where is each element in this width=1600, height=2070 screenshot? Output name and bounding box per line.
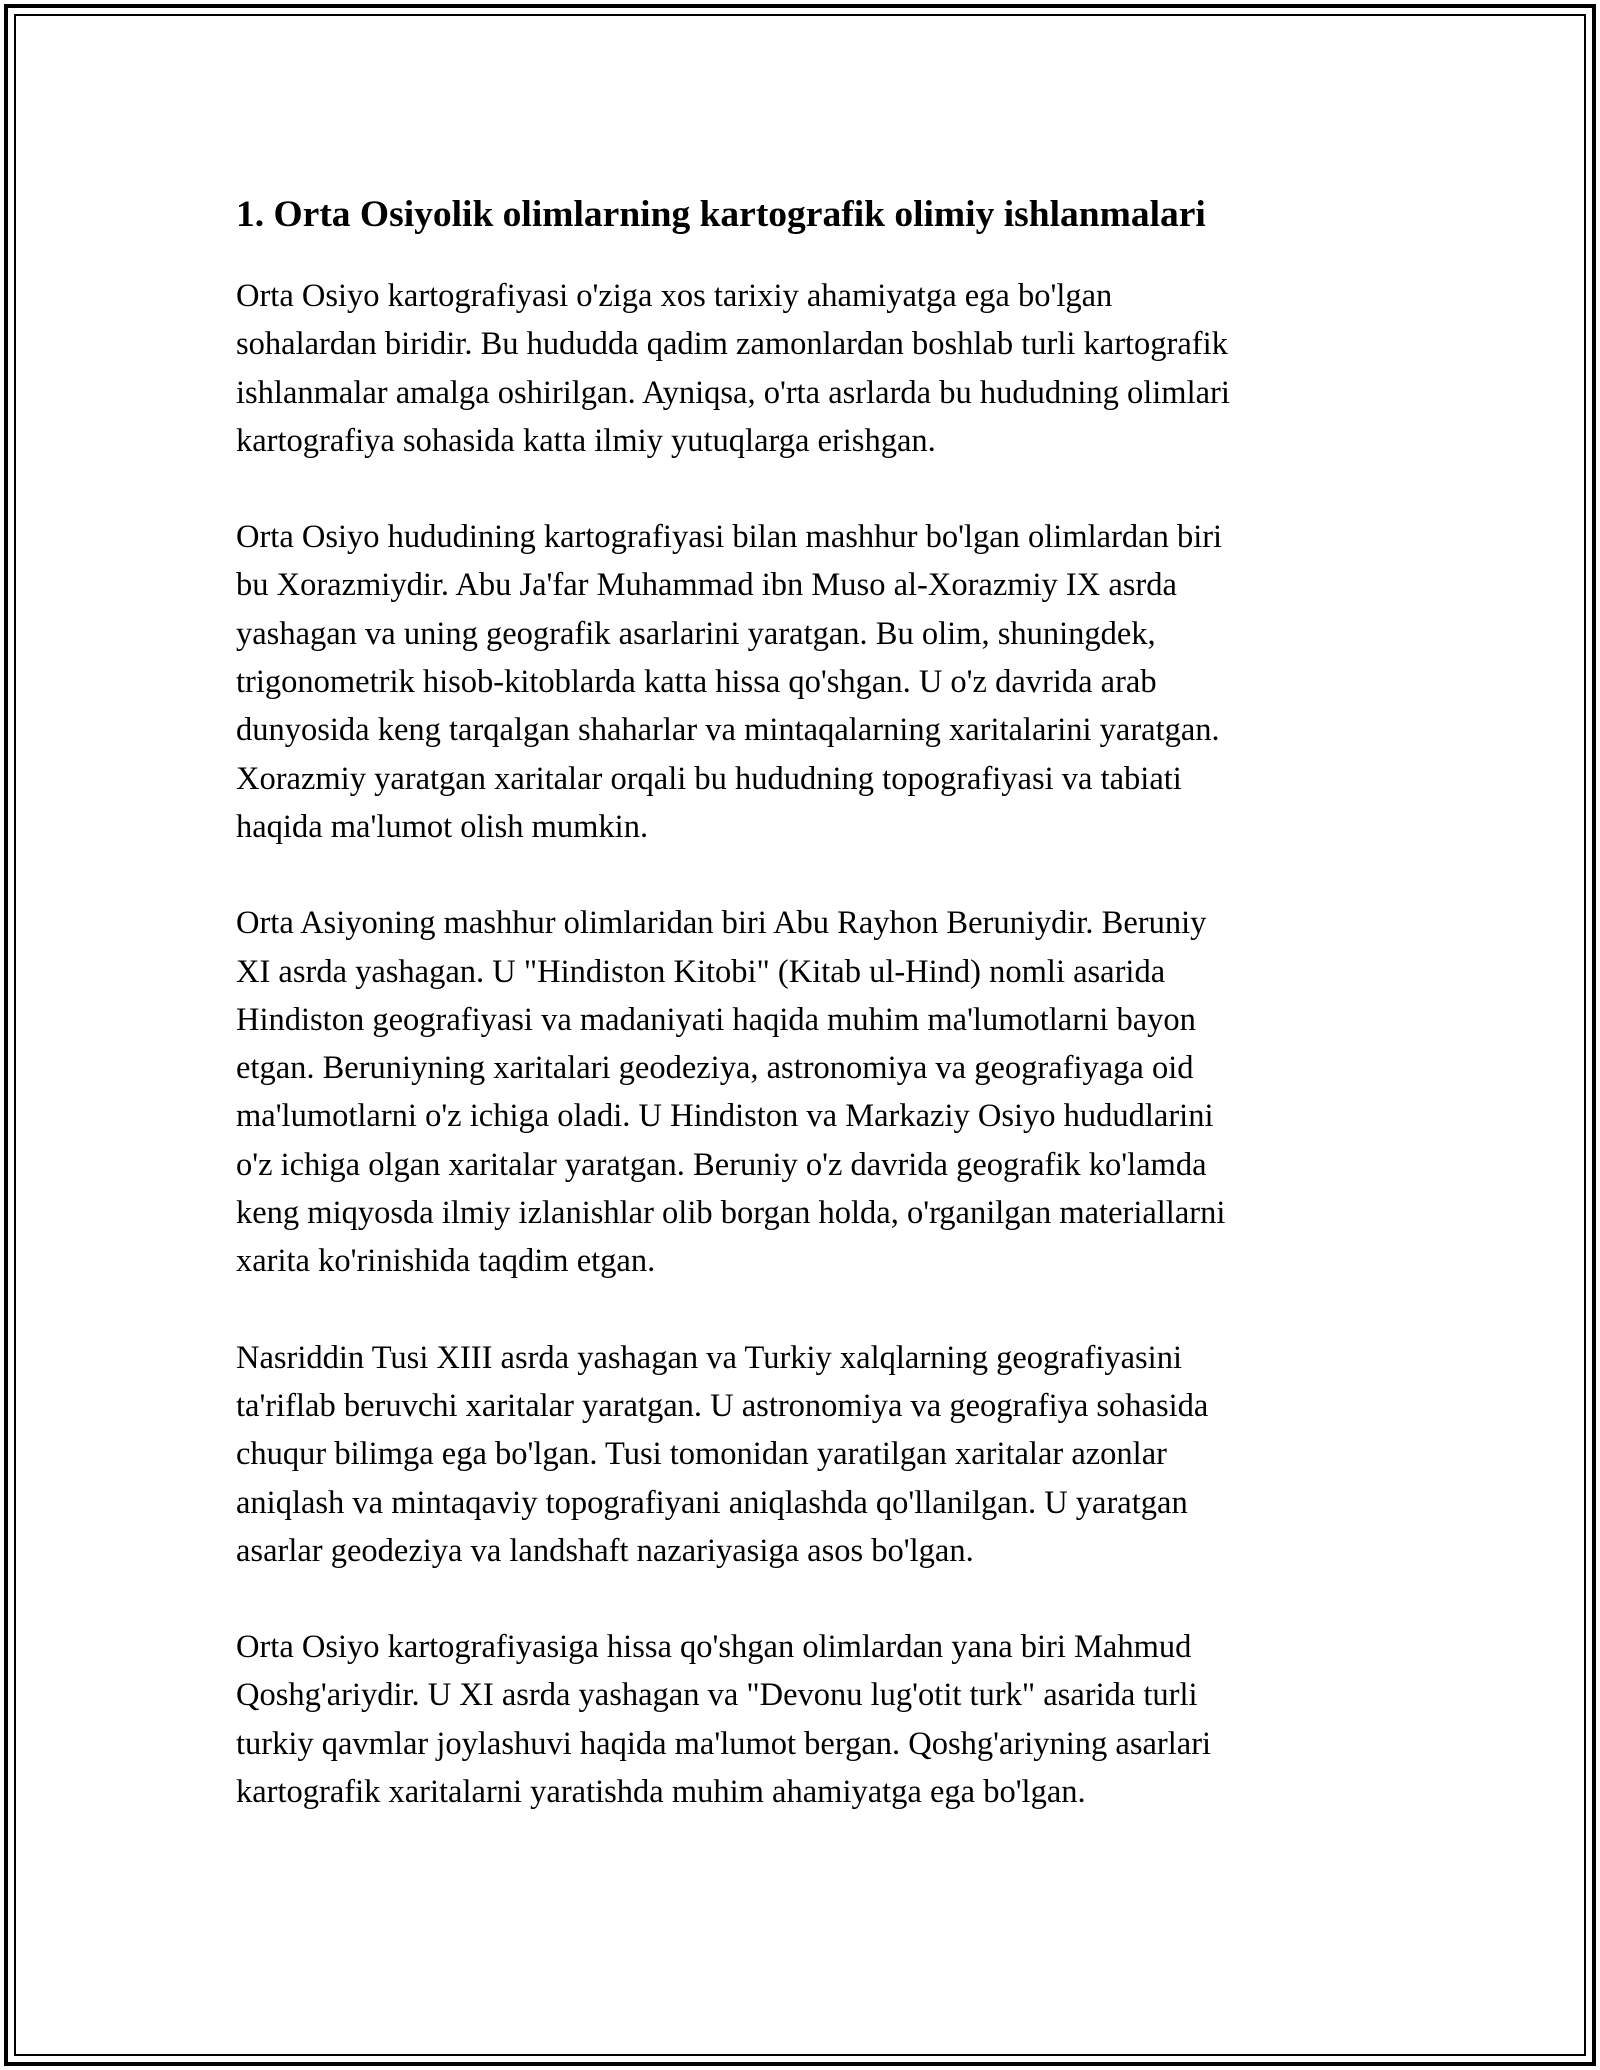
text-line: haqida ma'lumot olish mumkin.	[236, 808, 649, 845]
text-line: bu Xorazmiydir. Abu Ja'far Muhammad ibn Muso al-Xorazmiy IX asrda	[236, 567, 1177, 604]
text-line: Xorazmiy yaratgan xaritalar orqali bu hududning topografiyasi va tabiati	[236, 760, 1182, 797]
paragraph-intro	[236, 272, 1376, 465]
paragraph-beruniy	[236, 899, 1376, 1285]
text-line: Orta Asiyoning mashhur olimlaridan biri Abu Rayhon Beruniydir. Beruniy	[236, 905, 1207, 942]
text-line: etgan. Beruniyning xaritalari geodeziya, astronomiya va geografiyaga oid	[236, 1050, 1194, 1087]
text-line: Hindiston geografiyasi va madaniyati haqida muhim ma'lumotlarni bayon	[236, 1001, 1196, 1038]
text-line: yashagan va uning geografik asarlarini yaratgan. Bu olim, shuningdek,	[236, 615, 1156, 652]
text-line: ma'lumotlarni o'z ichiga oladi. U Hindiston va Markaziy Osiyo hududlarini	[236, 1098, 1214, 1135]
text-line: aniqlash va mintaqaviy topografiyani aniqlashda qo'llanilgan. U yaratgan	[236, 1484, 1188, 1521]
paragraph-qoshgariy	[236, 1623, 1376, 1816]
document-body	[236, 186, 1376, 1864]
text-line: Orta Osiyo hududining kartografiyasi bilan mashhur bo'lgan olimlardan biri	[236, 519, 1223, 556]
section-heading: 1. Orta Osiyolik olimlarning kartografik olimiy ishlanmalari	[236, 194, 1206, 235]
text-line: trigonometrik hisob-kitoblarda katta hissa qo'shgan. U o'z davrida arab	[236, 664, 1157, 701]
text-line: turkiy qavmlar joylashuvi haqida ma'lumot bergan. Qoshg'ariyning asarlari	[236, 1725, 1212, 1762]
text-line: kartografik xaritalarni yaratishda muhim ahamiyatga ega bo'lgan.	[236, 1774, 1086, 1811]
text-line: Orta Osiyo kartografiyasi o'ziga xos tarixiy ahamiyatga ega bo'lgan	[236, 278, 1113, 314]
text-line: chuqur bilimga ega bo'lgan. Tusi tomonidan yaratilgan xaritalar azonlar	[236, 1436, 1167, 1473]
paragraph-xorazmiy	[236, 513, 1376, 851]
text-line: keng miqyosda ilmiy izlanishlar olib borgan holda, o'rganilgan materiallarni	[236, 1195, 1226, 1232]
text-line: kartografiya sohasida katta ilmiy yutuqlarga erishgan.	[236, 422, 936, 459]
text-line: XI asrda yashagan. U "Hindiston Kitobi" (Kitab ul-Hind) nomli asarida	[236, 953, 1166, 990]
text-line: ta'riflab beruvchi xaritalar yaratgan. U astronomiya va geografiya sohasida	[236, 1387, 1209, 1424]
paragraph-tusi	[236, 1334, 1376, 1575]
text-line: Orta Osiyo kartografiyasiga hissa qo'shgan olimlardan yana biri Mahmud	[236, 1629, 1192, 1666]
text-line: asarlar geodeziya va landshaft nazariyasiga asos bo'lgan.	[236, 1532, 974, 1569]
text-line: Nasriddin Tusi XIII asrda yashagan va Turkiy xalqlarning geografiyasini	[236, 1339, 1182, 1376]
text-line: Qoshg'ariydir. U XI asrda yashagan va "Devonu lug'otit turk" asarida turli	[236, 1677, 1198, 1714]
text-line: dunyosida keng tarqalgan shaharlar va mintaqalarning xaritalarini yaratgan.	[236, 712, 1220, 749]
text-line: ishlanmalar amalga oshirilgan. Ayniqsa, o'rta asrlarda bu hududning olimlari	[236, 374, 1230, 411]
text-line: xarita ko'rinishida taqdim etgan.	[236, 1243, 656, 1280]
text-line: sohalardan biridir. Bu hududda qadim zamonlardan boshlab turli kartografik	[236, 326, 1228, 363]
text-line: o'z ichiga olgan xaritalar yaratgan. Beruniy o'z davrida geografik ko'lamda	[236, 1146, 1207, 1183]
